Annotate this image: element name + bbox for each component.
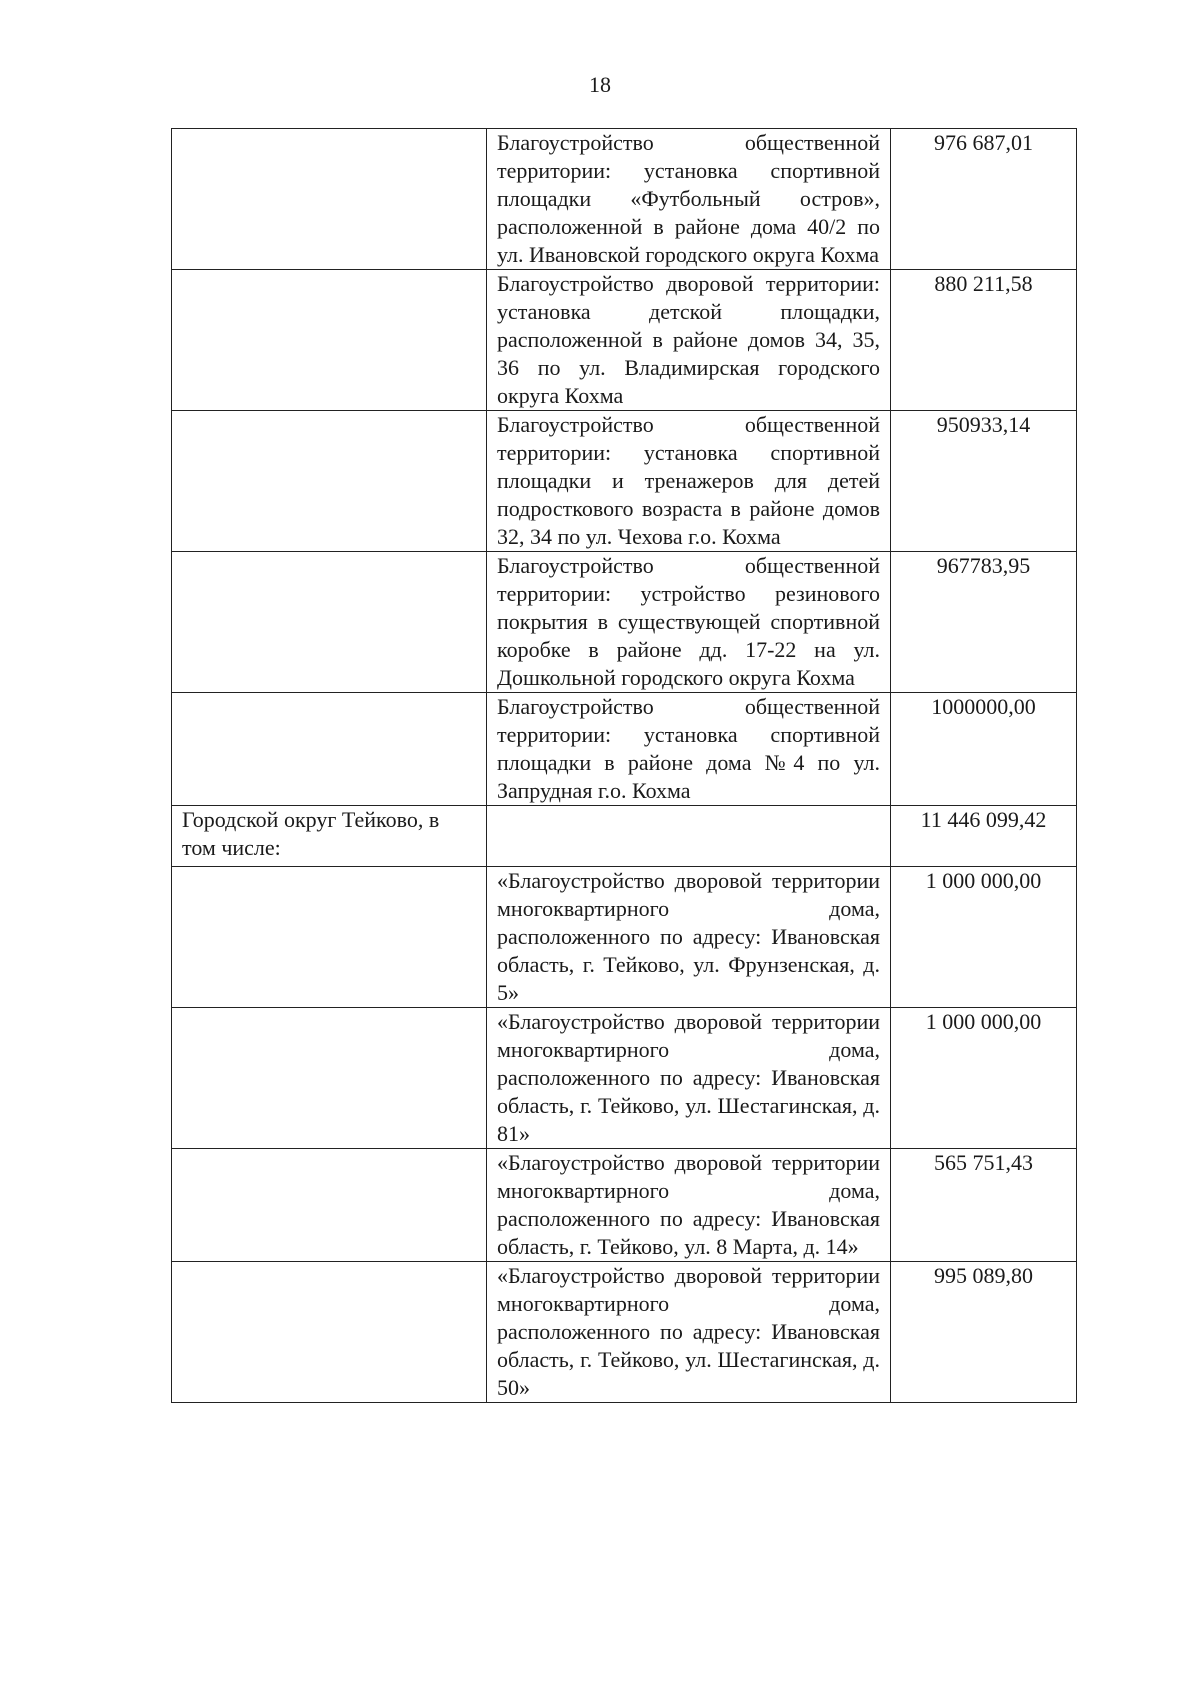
municipality-cell — [172, 411, 487, 552]
municipality-cell — [172, 1262, 487, 1403]
table-row — [172, 693, 1077, 806]
project-description-cell: «Благоустройство дворовой территории многоквартирного дома, расположенного по адресу: Ивановская область, г. Тейково, ул. Шестагинская, д. 81» — [487, 1008, 891, 1149]
table-row — [172, 1262, 1077, 1403]
municipality-cell — [172, 867, 487, 1008]
amount-cell: 565 751,43 — [891, 1149, 1077, 1262]
table-row — [172, 129, 1077, 270]
municipality-cell — [172, 552, 487, 693]
project-description-cell: Благоустройство дворовой территории: установка детской площадки, расположенной в районе домов 34, 35, 36 по ул. Владимирская городского округа Кохма — [487, 270, 891, 411]
project-description-cell: Благоустройство общественной территории: установка спортивной площадки «Футбольный остров», расположенной в районе дома 40/2 по ул. Ивановской городского округа Кохма — [487, 129, 891, 270]
municipality-cell — [172, 270, 487, 411]
amount-cell: 950933,14 — [891, 411, 1077, 552]
table-row — [172, 867, 1077, 1008]
project-description-cell: Благоустройство общественной территории: установка спортивной площадки и тренажеров для детей подросткового возраста в районе домов 32, 34 по ул. Чехова г.о. Кохма — [487, 411, 891, 552]
amount-cell: 1000000,00 — [891, 693, 1077, 806]
municipality-cell — [172, 129, 487, 270]
page-number: 18 — [589, 72, 611, 97]
amount-cell: 11 446 099,42 — [891, 806, 1077, 867]
project-description-cell: Благоустройство общественной территории: установка спортивной площадки в районе дома №4 по ул. Запрудная г.о. Кохма — [487, 693, 891, 806]
amount-cell: 967783,95 — [891, 552, 1077, 693]
project-description-cell: «Благоустройство дворовой территории многоквартирного дома, расположенного по адресу: Ивановская область, г. Тейково, ул. 8 Марта, д. 14» — [487, 1149, 891, 1262]
amount-cell: 1 000 000,00 — [891, 1008, 1077, 1149]
amount-cell: 976 687,01 — [891, 129, 1077, 270]
amount-cell: 1 000 000,00 — [891, 867, 1077, 1008]
municipality-cell — [172, 693, 487, 806]
amount-cell: 995 089,80 — [891, 1262, 1077, 1403]
table-row — [172, 1008, 1077, 1149]
amount-cell: 880 211,58 — [891, 270, 1077, 411]
table-row — [172, 552, 1077, 693]
project-description-cell: Благоустройство общественной территории: устройство резинового покрытия в существующей спортивной коробке в районе дд. 17-22 на ул. Дошкольной городского округа Кохма — [487, 552, 891, 693]
municipality-cell — [172, 1008, 487, 1149]
municipality-total-row — [172, 806, 1077, 867]
funding-table — [171, 128, 1077, 1403]
project-description-cell: «Благоустройство дворовой территории многоквартирного дома, расположенного по адресу: Ивановская область, г. Тейково, ул. Фрунзенская, д. 5» — [487, 867, 891, 1008]
table-row — [172, 270, 1077, 411]
project-description-cell: «Благоустройство дворовой территории многоквартирного дома, расположенного по адресу: Ивановская область, г. Тейково, ул. Шестагинская, д. 50» — [487, 1262, 891, 1403]
table-row — [172, 411, 1077, 552]
municipality-cell — [172, 1149, 487, 1262]
project-description-cell — [487, 806, 891, 867]
municipality-cell: Городской округ Тейково, в том числе: — [172, 806, 487, 867]
table-row — [172, 1149, 1077, 1262]
